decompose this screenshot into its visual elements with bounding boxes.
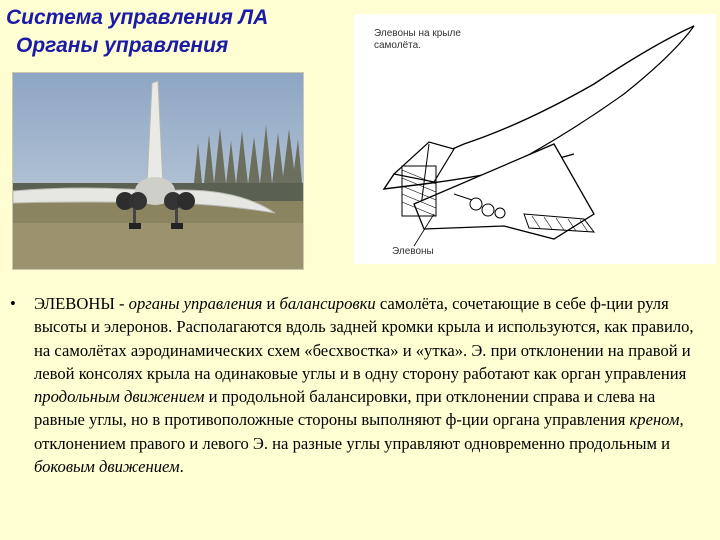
bullet-icon: • — [10, 294, 16, 313]
text-segment: и — [262, 294, 280, 313]
diagram-caption-bottom: Элевоны — [392, 246, 434, 257]
diagram-caption-top-1: Элевоны на крыле — [374, 28, 461, 39]
aircraft-photo — [12, 72, 304, 270]
elevon-diagram — [354, 14, 716, 264]
text-segment: самолёта, сочетающие в себе ф-ции руля высоты и элеронов. Располагаются вдоль задней кромки крыла и используются, как правило, на самолётах аэродинамических схем «бесхвостка» и «утка». Э. при отклонении на правой и левой консолях крыла на одинаковые углы и в одну сторону работают как орган управления — [34, 294, 694, 383]
definition-paragraph — [10, 292, 710, 478]
aircraft-photo-icon — [13, 73, 303, 269]
diagram-caption-top-2: самолёта. — [374, 40, 421, 51]
title-line-2: Органы управления — [16, 34, 229, 57]
text-segment: . — [179, 457, 184, 477]
text-segment-italic: органы управления — [128, 294, 263, 313]
definition-text — [34, 292, 710, 478]
text-segment-italic: балансировки — [279, 294, 376, 313]
title-line-1: Система управления ЛА — [6, 6, 269, 29]
text-segment-italic: продольным движением — [34, 387, 205, 407]
text-segment-italic: боковым движением — [34, 457, 180, 477]
slide-title — [6, 4, 268, 60]
text-segment-italic: креном — [629, 410, 680, 430]
text-segment: , отклонением правого и левого Э. на разные углы управляют одновременно продольным и — [34, 410, 684, 453]
text-segment: ЭЛЕВОНЫ - — [34, 294, 129, 313]
text-segment: и продольной балансировки, при отклонении справа и слева на равные углы, но в противоположные стороны выполняют ф-ции органа управления — [34, 387, 656, 430]
aircraft-wing-drawing — [354, 14, 716, 264]
